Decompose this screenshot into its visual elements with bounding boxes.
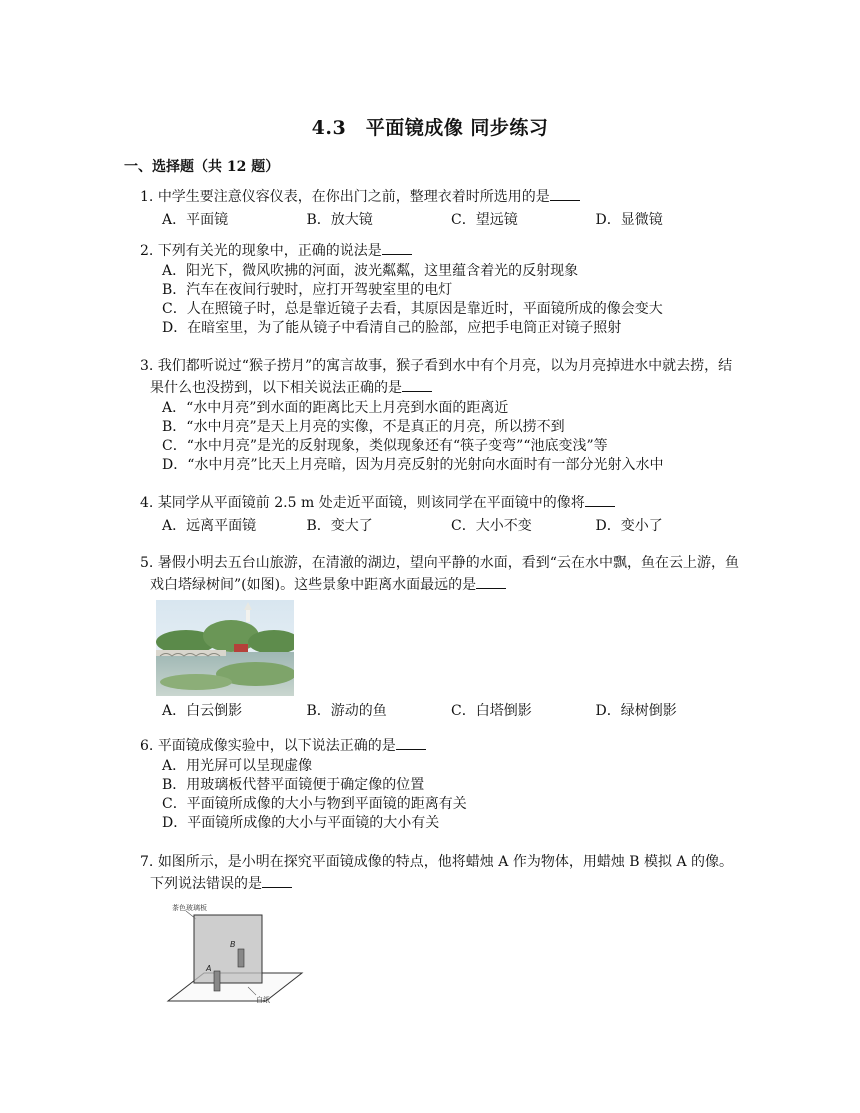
tinted-glass-plate: [194, 915, 262, 983]
option-c: C．“水中月亮”是光的反射现象，类似现象还有“筷子变弯”“池底变浅”等: [162, 438, 608, 454]
option-b: B．用玻璃板代替平面镜便于确定像的位置: [162, 777, 425, 793]
question-7: [140, 851, 740, 1017]
lake-scene-image: [156, 600, 294, 696]
question-stem: 平面镜成像实验中，以下说法正确的是: [157, 738, 396, 754]
option-d: D．变小了: [595, 518, 663, 534]
option-b: B．“水中月亮”是天上月亮的实像，不是真正的月亮，所以捞不到: [162, 419, 565, 435]
option-c: C．人在照镜子时，总是靠近镜子去看，其原因是靠近时，平面镜所成的像会变大: [162, 301, 663, 317]
candle-b-label: B: [230, 940, 236, 949]
experiment-diagram: [156, 901, 740, 1017]
answer-blank: [476, 574, 506, 589]
lake-photo: [156, 600, 740, 697]
answer-blank: [396, 735, 426, 750]
option-c: C．白塔倒影: [451, 703, 532, 719]
question-number: 1.: [140, 189, 154, 205]
paper-label: 白纸: [256, 996, 270, 1004]
option-a: A．用光屏可以呈现虚像: [162, 758, 313, 774]
question-number: 4.: [140, 495, 154, 511]
question-stem: 中学生要注意仪容仪表，在你出门之前，整理衣着时所选用的是: [157, 189, 550, 205]
option-a: A．阳光下，微风吹拂的河面，波光粼粼，这里蕴含着光的反射现象: [162, 263, 579, 279]
question-number: 5.: [140, 555, 154, 571]
answer-blank: [262, 873, 292, 888]
answer-blank: [382, 240, 412, 255]
option-d: D．“水中月亮”比天上月亮暗，因为月亮反射的光射向水面时有一部分光射入水中: [162, 457, 664, 473]
question-3: [140, 355, 740, 475]
question-5: [140, 552, 740, 723]
candle-a: [214, 971, 220, 991]
option-a: A．平面镜: [162, 212, 229, 228]
glass-label: 茶色玻璃板: [172, 904, 207, 912]
question-number: 3.: [140, 358, 154, 374]
option-d: D．在暗室里，为了能从镜子中看清自己的脸部，应把手电筒正对镜子照射: [162, 320, 622, 336]
question-number: 2.: [140, 243, 154, 259]
option-a: A．“水中月亮”到水面的距离比天上月亮到水面的距离近: [162, 400, 509, 416]
page-title: 4.3 平面镜成像 同步练习: [311, 117, 549, 139]
question-1: [140, 186, 740, 232]
options-row: [140, 208, 740, 232]
question-4: [140, 492, 740, 538]
option-b: B．变大了: [306, 518, 373, 534]
options-row: [140, 699, 740, 723]
option-d: D．显微镜: [595, 212, 663, 228]
answer-blank: [585, 492, 615, 507]
option-b: B．放大镜: [306, 212, 373, 228]
question-stem: 我们都听说过“猴子捞月”的寓言故事，猴子看到水中有个月亮，以为月亮掉进水中就去捞，结果什么也没捞到，以下相关说法正确的是: [150, 358, 733, 396]
question-number: 7.: [140, 854, 154, 870]
question-stem: 如图所示，是小明在探究平面镜成像的特点，他将蜡烛 A 作为物体，用蜡烛 B 模拟 A 的像。下列说法错误的是: [150, 854, 734, 892]
question-number: 6.: [140, 738, 154, 754]
options-row: [140, 514, 740, 538]
option-c: C．大小不变: [451, 518, 532, 534]
section-heading: 一、选择题（共 12 题）: [124, 159, 280, 175]
question-stem: 暑假小明去五台山旅游，在清澈的湖边，望向平静的水面，看到“云在水中飘，鱼在云上游，鱼戏白塔绿树间”(如图)。这些景象中距离水面最远的是: [150, 555, 739, 593]
option-b: B．游动的鱼: [306, 703, 387, 719]
question-stem: 某同学从平面镜前 2.5 m 处走近平面镜，则该同学在平面镜中的像将: [157, 495, 585, 511]
option-a: A．远离平面镜: [162, 518, 257, 534]
option-d: D．绿树倒影: [595, 703, 677, 719]
answer-blank: [550, 186, 580, 201]
candle-b: [238, 949, 244, 967]
option-d: D．平面镜所成像的大小与平面镜的大小有关: [162, 815, 440, 831]
candle-a-label: A: [206, 964, 212, 973]
option-c: C．平面镜所成像的大小与物到平面镜的距离有关: [162, 796, 467, 812]
question-stem: 下列有关光的现象中，正确的说法是: [157, 243, 382, 259]
question-6: [140, 735, 740, 833]
answer-blank: [402, 377, 432, 392]
question-2: [140, 240, 740, 338]
option-a: A．白云倒影: [162, 703, 243, 719]
option-c: C．望远镜: [451, 212, 518, 228]
option-b: B．汽车在夜间行驶时，应打开驾驶室里的电灯: [162, 282, 453, 298]
